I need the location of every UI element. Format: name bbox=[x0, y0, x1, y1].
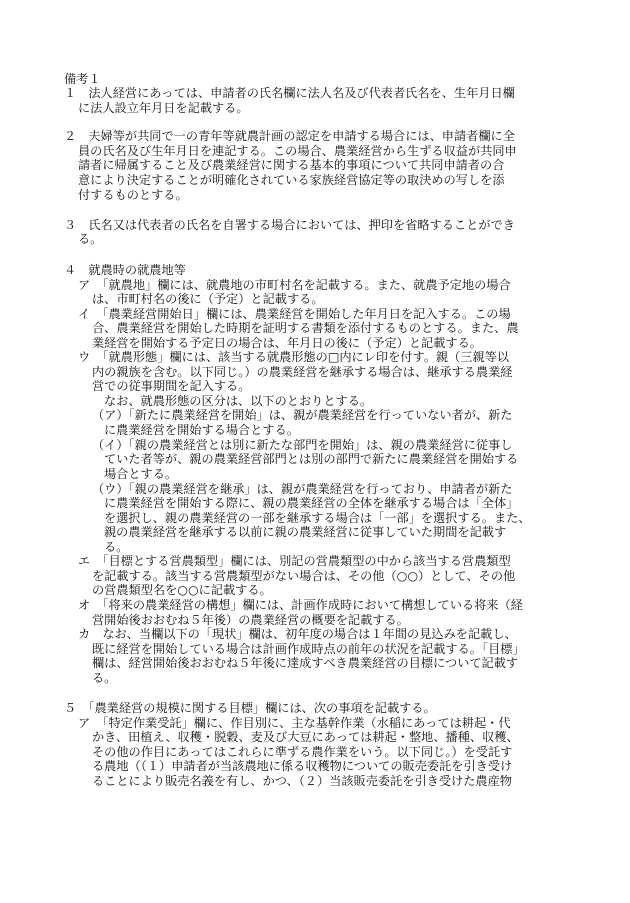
item-2-line: ２ 夫婦等が共同で一の青年等就農計画の認定を申請する場合には、申請者欄に全 bbox=[64, 129, 515, 143]
item-5a-line: ア 「特定作業受託」欄に、作目別に、主な基幹作業（水稲にあっては耕起・代 bbox=[78, 716, 511, 730]
item-4f-line: カ なお、当欄以下の「現状」欄は、初年度の場合は１年間の見込みを記載し、 bbox=[78, 627, 517, 641]
item-4c-sub-c: （ウ）「親の農業経営を継承」は、親が農業経営を行っており、申請者が新た bbox=[92, 482, 513, 496]
item-4c-note: なお、就農形態の区分は、以下のとおりとする。 bbox=[104, 394, 373, 408]
item-5a-line: る農地（（１）申請者が当該農地に係る収穫物についての販売委託を引き受け bbox=[92, 759, 513, 773]
item-5a-line: かき、田植え、収穫・脱穀、麦及び大豆にあっては耕起・整地、播種、収穫、 bbox=[92, 730, 519, 744]
item-3-line: る。 bbox=[78, 232, 103, 246]
item-5-heading: ５ 「農業経営の規模に関する目標」欄には、次の事項を記載する。 bbox=[64, 701, 436, 715]
item-4c-sub-a: （ア）「新たに農業経営を開始」は、親が農業経営を行っていない者が、新た bbox=[92, 408, 513, 422]
item-1-line: １ 法人経営にあっては、申請者の氏名欄に法人名及び代表者氏名を、生年月日欄 bbox=[64, 86, 515, 100]
item-4c-sub-c: に農業経営を開始する際に、親の農業経営の全体を継承する場合は「全体」 bbox=[104, 496, 519, 510]
item-4f-line: 欄は、経営開始後おおむね５年後に達成すべき農業経営の目標について記載す bbox=[92, 656, 519, 670]
item-4c-line: ウ 「就農形態」欄には、該当する就農形態の□内にレ印を付す。親（三親等以 bbox=[78, 350, 510, 364]
item-4b-line: 業経営を開始する予定日の場合は、年月日の後に（予定）と記載する。 bbox=[92, 336, 482, 350]
remarks-heading: 備考１ bbox=[64, 72, 101, 86]
item-4d-line: を記載する。該当する営農類型がない場合は、その他（○○）として、その他 bbox=[92, 569, 516, 583]
item-5a-line: その他の作目にあってはこれらに準ずる農作業をいう。以下同じ。）を受託す bbox=[92, 745, 513, 759]
item-4c-sub-b: 場合とする。 bbox=[104, 467, 178, 481]
item-5a-line: ることにより販売名義を有し、かつ、（２）当該販売委託を引き受けた農産物 bbox=[92, 774, 512, 788]
item-4c-line: 営での従事期間を記入する。 bbox=[92, 379, 251, 393]
item-4c-sub-c: を選択し、親の農業経営の一部を継承する場合は「一部」を選択する。また、 bbox=[104, 511, 531, 525]
item-4b-line: 合、農業経営を開始した時期を証明する書類を添付するものとする。また、農 bbox=[92, 321, 519, 335]
item-2-line: 付するものとする。 bbox=[78, 188, 188, 202]
item-4-heading: ４ 就農時の就農地等 bbox=[64, 263, 186, 277]
item-4f-line: る。 bbox=[92, 671, 117, 685]
item-4c-sub-c: 親の農業経営を継承する以前に親の農業経営に従事していた期間を記載す bbox=[104, 525, 507, 539]
item-1-line: に法人設立年月日を記載する。 bbox=[78, 101, 249, 115]
item-4c-sub-b: ていた者等が、親の農業経営部門とは別の部門で新たに農業経営を開始する bbox=[104, 452, 519, 466]
item-4e-line: オ 「将来の農業経営の構想」欄には、計画作成時において構想している将来（経 bbox=[78, 598, 523, 612]
item-4c-sub-c: る。 bbox=[104, 540, 129, 554]
item-4d-line: の営農類型名を○○に記載する。 bbox=[92, 583, 272, 597]
item-3-line: ３ 氏名又は代表者の氏名を自署する場合においては、押印を省略することができ bbox=[64, 218, 515, 232]
item-4c-line: 内の親族を含む。以下同じ。）の農業経営を継承する場合は、継承する農業経 bbox=[92, 365, 513, 379]
item-2-line: 意により決定することが明確化されている家族経営協定等の取決めの写しを添 bbox=[78, 173, 505, 187]
item-2-line: 請者に帰属すること及び農業経営に関する基本的事項について共同申請者の合 bbox=[78, 158, 505, 172]
item-4a-line: は、市町村名の後に（予定）と記載する。 bbox=[92, 292, 324, 306]
item-4c-sub-a: に農業経営を開始する場合とする。 bbox=[104, 423, 299, 437]
item-4a-line: ア 「就農地」欄には、就農地の市町村名を記載する。また、就農予定地の場合 bbox=[78, 278, 511, 292]
item-4c-sub-b: （イ）「親の農業経営とは別に新たな部門を開始」は、親の農業経営に従事し bbox=[92, 438, 513, 452]
item-2-line: 員の氏名及び生年月日を連記する。この場合、農業経営から生ずる収益が共同申 bbox=[78, 144, 517, 158]
item-4b-line: イ 「農業経営開始日」欄には、農業経営を開始した年月日を記入する。この場 bbox=[78, 307, 511, 321]
item-4d-line: エ 「目標とする営農類型」欄には、別記の営農類型の中から該当する営農類型 bbox=[78, 554, 511, 568]
item-4f-line: 既に経営を開始している場合は計画作成時点の前年の状況を記載する。「目標」 bbox=[92, 642, 525, 656]
item-4e-line: 営開始後おおむね５年後）の農業経営の概要を記載する。 bbox=[92, 613, 409, 627]
